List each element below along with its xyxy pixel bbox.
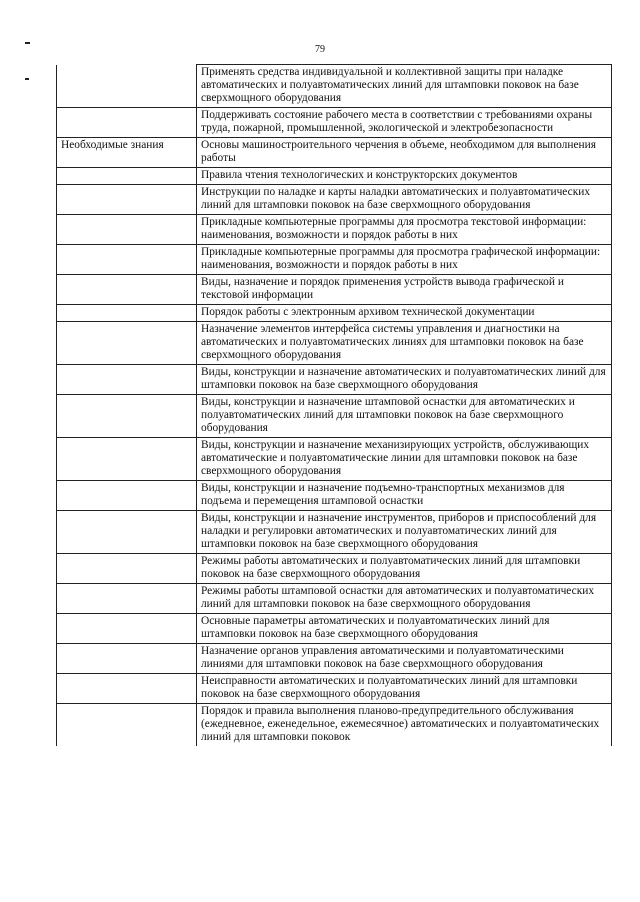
- table-row: [57, 511, 612, 554]
- item-cell: Виды, назначение и порядок применения устройств вывода графической и текстовой информации: [197, 275, 612, 305]
- table-row: [57, 644, 612, 674]
- knowledge-label: Необходимые знания: [57, 138, 197, 168]
- table-row: [57, 138, 612, 168]
- label-cell: [57, 395, 197, 438]
- item-cell: Применять средства индивидуальной и коллективной защиты при наладке автоматических и полуавтоматических линий для штамповки поковок на базе сверхмощного оборудования: [197, 65, 612, 108]
- table-row: [57, 481, 612, 511]
- label-cell: [57, 275, 197, 305]
- label-cell: [57, 245, 197, 275]
- label-cell: [57, 584, 197, 614]
- table-row: [57, 704, 612, 747]
- table-row: [57, 215, 612, 245]
- table-row: [57, 275, 612, 305]
- competency-table: [56, 64, 612, 746]
- page-number: 79: [315, 44, 325, 55]
- item-cell: Виды, конструкции и назначение подъемно-транспортных механизмов для подъема и перемещения штамповой оснастки: [197, 481, 612, 511]
- item-cell: Порядок работы с электронным архивом технической документации: [197, 305, 612, 322]
- item-cell: Назначение органов управления автоматическими и полуавтоматическими линиями для штамповки поковок на базе сверхмощного оборудования: [197, 644, 612, 674]
- label-cell: [57, 65, 197, 108]
- item-cell: Режимы работы автоматических и полуавтоматических линий для штамповки поковок на базе сверхмощного оборудования: [197, 554, 612, 584]
- item-cell: Назначение элементов интерфейса системы управления и диагностики на автоматических и полуавтоматических линиях для штамповки поковок на базе сверхмощного оборудования: [197, 322, 612, 365]
- item-cell: Неисправности автоматических и полуавтоматических линий для штамповки поковок на базе сверхмощного оборудования: [197, 674, 612, 704]
- table-row: [57, 65, 612, 108]
- label-cell: [57, 704, 197, 747]
- label-cell: [57, 554, 197, 584]
- label-cell: [57, 614, 197, 644]
- label-cell: [57, 644, 197, 674]
- item-cell: Виды, конструкции и назначение штамповой оснастки для автоматических и полуавтоматических линий для штамповки поковок на базе сверхмощного оборудования: [197, 395, 612, 438]
- table-body: [57, 65, 612, 747]
- table-row: [57, 674, 612, 704]
- label-cell: [57, 322, 197, 365]
- table-row: [57, 365, 612, 395]
- item-cell: Основы машиностроительного черчения в объеме, необходимом для выполнения работы: [197, 138, 612, 168]
- label-cell: [57, 168, 197, 185]
- item-cell: Виды, конструкции и назначение автоматических и полуавтоматических линий для штамповки поковок на базе сверхмощного оборудования: [197, 365, 612, 395]
- item-cell: Инструкции по наладке и карты наладки автоматических и полуавтоматических линий для штамповки поковок на базе сверхмощного оборудования: [197, 185, 612, 215]
- label-cell: [57, 511, 197, 554]
- item-cell: Основные параметры автоматических и полуавтоматических линий для штамповки поковок на базе сверхмощного оборудования: [197, 614, 612, 644]
- label-cell: [57, 481, 197, 511]
- item-cell: Правила чтения технологических и конструкторских документов: [197, 168, 612, 185]
- table-row: [57, 168, 612, 185]
- item-cell: Поддерживать состояние рабочего места в соответствии с требованиями охраны труда, пожарной, промышленной, экологической и электробезопасности: [197, 108, 612, 138]
- margin-mark: [25, 78, 29, 80]
- item-cell: Виды, конструкции и назначение механизирующих устройств, обслуживающих автоматические и полуавтоматические линии для штамповки поковок на базе сверхмощного оборудования: [197, 438, 612, 481]
- label-cell: [57, 674, 197, 704]
- table-row: [57, 108, 612, 138]
- table-row: [57, 554, 612, 584]
- label-cell: [57, 215, 197, 245]
- item-cell: Режимы работы штамповой оснастки для автоматических и полуавтоматических линий для штамповки поковок на базе сверхмощного оборудования: [197, 584, 612, 614]
- item-cell: Порядок и правила выполнения планово-предупредительного обслуживания (ежедневное, еженедельное, ежемесячное) автоматических и полуавтоматических линий для штамповки поковок: [197, 704, 612, 747]
- item-cell: Виды, конструкции и назначение инструментов, приборов и приспособлений для наладки и регулировки автоматических и полуавтоматических линий для штамповки поковок на базе сверхмощного оборудования: [197, 511, 612, 554]
- label-cell: [57, 365, 197, 395]
- table-row: [57, 395, 612, 438]
- item-cell: Прикладные компьютерные программы для просмотра графической информации: наименования, возможности и порядок работы в них: [197, 245, 612, 275]
- label-cell: [57, 185, 197, 215]
- table-row: [57, 185, 612, 215]
- table-row: [57, 438, 612, 481]
- label-cell: [57, 305, 197, 322]
- item-cell: Прикладные компьютерные программы для просмотра текстовой информации: наименования, возможности и порядок работы в них: [197, 215, 612, 245]
- table-row: [57, 305, 612, 322]
- label-cell: [57, 438, 197, 481]
- label-cell: [57, 108, 197, 138]
- table-row: [57, 245, 612, 275]
- table-row: [57, 614, 612, 644]
- table-row: [57, 322, 612, 365]
- table-row: [57, 584, 612, 614]
